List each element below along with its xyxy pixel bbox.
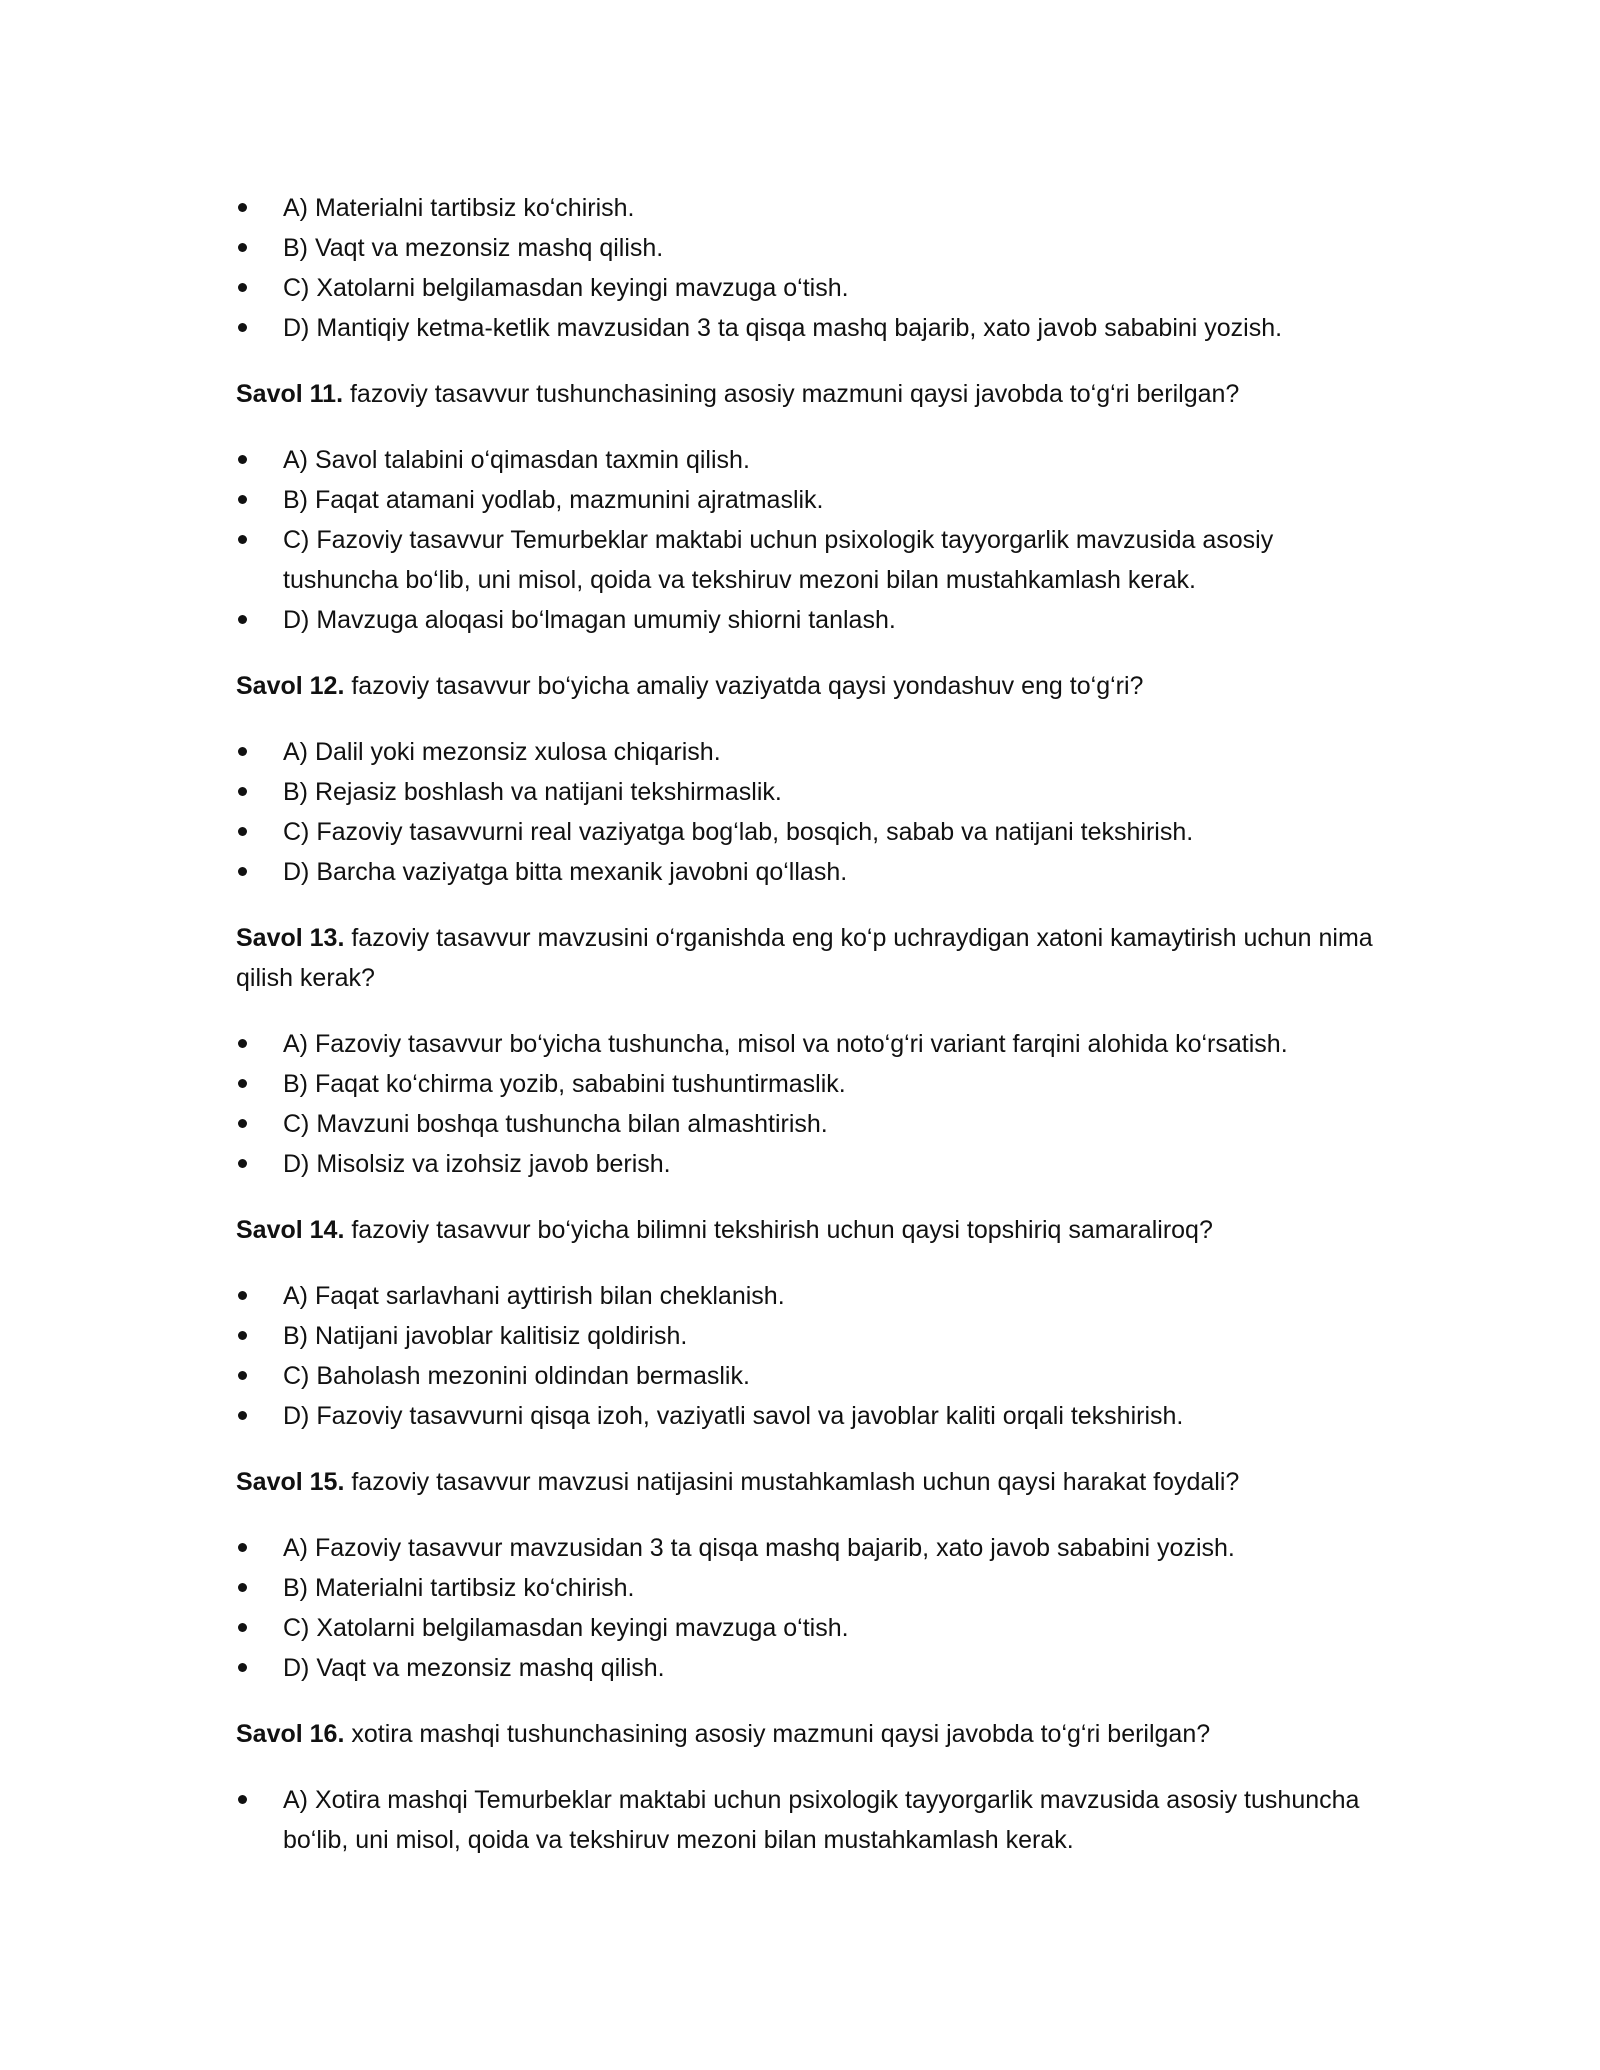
bullet-icon: [236, 1276, 256, 1316]
question-number: Savol 14.: [236, 1216, 345, 1244]
answer-options-list: [236, 188, 1376, 348]
answer-option-text: B) Faqat ko‘chirma yozib, sababini tushuntirmaslik.: [283, 1070, 846, 1098]
answer-option: [236, 480, 1376, 520]
answer-option: [236, 1104, 1376, 1144]
bullet-icon: [236, 1528, 256, 1568]
answer-option: [236, 1648, 1376, 1688]
answer-option-text: A) Savol talabini o‘qimasdan taxmin qilish.: [283, 446, 750, 474]
answer-option: [236, 1064, 1376, 1104]
question-number: Savol 15.: [236, 1468, 345, 1496]
answer-option-text: D) Fazoviy tasavvurni qisqa izoh, vaziyatli savol va javoblar kaliti orqali tekshirish.: [283, 1402, 1184, 1430]
bullet-icon: [236, 1024, 256, 1064]
answer-option: [236, 1316, 1376, 1356]
answer-option-text: B) Materialni tartibsiz ko‘chirish.: [283, 1574, 635, 1602]
question-text: [236, 1210, 1376, 1250]
answer-option: [236, 520, 1376, 600]
answer-option: [236, 1396, 1376, 1436]
answer-option: [236, 1276, 1376, 1316]
bullet-icon: [236, 1104, 256, 1144]
answer-option-text: C) Xatolarni belgilamasdan keyingi mavzuga o‘tish.: [283, 274, 849, 302]
question-number: Savol 11.: [236, 380, 344, 408]
bullet-icon: [236, 440, 256, 480]
question-body: fazoviy tasavvur mavzusini o‘rganishda eng ko‘p uchraydigan xatoni kamaytirish uchun nima qilish kerak?: [236, 924, 1373, 992]
answer-option-text: D) Mantiqiy ketma-ketlik mavzusidan 3 ta qisqa mashq bajarib, xato javob sababini yozish.: [283, 314, 1283, 342]
answer-options-list: [236, 732, 1376, 892]
answer-option: [236, 188, 1376, 228]
question-text: [236, 1714, 1376, 1754]
answer-option-text: C) Fazoviy tasavvur Temurbeklar maktabi uchun psixologik tayyorgarlik mavzusida asosiy tushuncha bo‘lib, uni misol, qoida va tekshiruv mezoni bilan mustahkamlash kerak.: [283, 526, 1274, 594]
bullet-icon: [236, 480, 256, 520]
bullet-icon: [236, 600, 256, 640]
answer-option: [236, 600, 1376, 640]
answer-option-text: A) Fazoviy tasavvur bo‘yicha tushuncha, misol va noto‘g‘ri variant farqini alohida ko‘rsatish.: [283, 1030, 1288, 1058]
answer-option-text: B) Vaqt va mezonsiz mashq qilish.: [283, 234, 664, 262]
answer-option-text: C) Mavzuni boshqa tushuncha bilan almashtirish.: [283, 1110, 828, 1138]
question-body: fazoviy tasavvur bo‘yicha amaliy vaziyatda qaysi yondashuv eng to‘g‘ri?: [344, 672, 1144, 700]
answer-options-list: [236, 1780, 1376, 1860]
bullet-icon: [236, 1316, 256, 1356]
answer-option-text: B) Natijani javoblar kalitisiz qoldirish.: [283, 1322, 688, 1350]
bullet-icon: [236, 1648, 256, 1688]
question-number: Savol 12.: [236, 672, 345, 700]
document-content: [236, 188, 1376, 1886]
bullet-icon: [236, 268, 256, 308]
answer-option-text: D) Mavzuga aloqasi bo‘lmagan umumiy shiorni tanlash.: [283, 606, 896, 634]
answer-options-list: [236, 1024, 1376, 1184]
answer-options-list: [236, 1528, 1376, 1688]
answer-option: [236, 1144, 1376, 1184]
bullet-icon: [236, 1780, 256, 1820]
answer-option: [236, 308, 1376, 348]
answer-options-list: [236, 440, 1376, 640]
question-text: [236, 374, 1376, 414]
answer-option-text: D) Misolsiz va izohsiz javob berish.: [283, 1150, 671, 1178]
question-number: Savol 16.: [236, 1720, 345, 1748]
answer-option-text: A) Materialni tartibsiz ko‘chirish.: [283, 194, 635, 222]
answer-option: [236, 1356, 1376, 1396]
answer-option: [236, 852, 1376, 892]
answer-option: [236, 1780, 1376, 1860]
bullet-icon: [236, 1608, 256, 1648]
answer-option-text: A) Fazoviy tasavvur mavzusidan 3 ta qisqa mashq bajarib, xato javob sababini yozish.: [283, 1534, 1235, 1562]
question-body: fazoviy tasavvur mavzusi natijasini mustahkamlash uchun qaysi harakat foydali?: [344, 1468, 1240, 1496]
question-body: fazoviy tasavvur bo‘yicha bilimni tekshirish uchun qaysi topshiriq samaraliroq?: [344, 1216, 1213, 1244]
answer-option-text: B) Rejasiz boshlash va natijani tekshirmaslik.: [283, 778, 782, 806]
question-number: Savol 13.: [236, 924, 345, 952]
bullet-icon: [236, 1568, 256, 1608]
answer-option: [236, 732, 1376, 772]
answer-option-text: C) Xatolarni belgilamasdan keyingi mavzuga o‘tish.: [283, 1614, 849, 1642]
answer-option-text: A) Dalil yoki mezonsiz xulosa chiqarish.: [283, 738, 721, 766]
bullet-icon: [236, 1356, 256, 1396]
answer-option-text: D) Barcha vaziyatga bitta mexanik javobni qo‘llash.: [283, 858, 848, 886]
bullet-icon: [236, 308, 256, 348]
answer-option-text: A) Faqat sarlavhani ayttirish bilan cheklanish.: [283, 1282, 785, 1310]
answer-option: [236, 268, 1376, 308]
bullet-icon: [236, 1396, 256, 1436]
bullet-icon: [236, 772, 256, 812]
question-text: [236, 666, 1376, 706]
answer-option: [236, 1024, 1376, 1064]
answer-option: [236, 772, 1376, 812]
bullet-icon: [236, 732, 256, 772]
question-text: [236, 1462, 1376, 1502]
bullet-icon: [236, 228, 256, 268]
bullet-icon: [236, 1144, 256, 1184]
answer-option: [236, 228, 1376, 268]
answer-option: [236, 440, 1376, 480]
bullet-icon: [236, 852, 256, 892]
answer-option-text: C) Fazoviy tasavvurni real vaziyatga bog‘lab, bosqich, sabab va natijani tekshirish.: [283, 818, 1194, 846]
bullet-icon: [236, 188, 256, 228]
bullet-icon: [236, 812, 256, 852]
answer-option-text: B) Faqat atamani yodlab, mazmunini ajratmaslik.: [283, 486, 824, 514]
bullet-icon: [236, 1064, 256, 1104]
answer-option: [236, 1568, 1376, 1608]
question-body: fazoviy tasavvur tushunchasining asosiy mazmuni qaysi javobda to‘g‘ri berilgan?: [343, 380, 1240, 408]
bullet-icon: [236, 520, 256, 560]
answer-option-text: D) Vaqt va mezonsiz mashq qilish.: [283, 1654, 665, 1682]
question-text: [236, 918, 1376, 998]
answer-option-text: A) Xotira mashqi Temurbeklar maktabi uchun psixologik tayyorgarlik mavzusida asosiy tushuncha bo‘lib, uni misol, qoida va tekshiruv mezoni bilan mustahkamlash kerak.: [283, 1786, 1360, 1854]
answer-option: [236, 1608, 1376, 1648]
answer-options-list: [236, 1276, 1376, 1436]
question-body: xotira mashqi tushunchasining asosiy mazmuni qaysi javobda to‘g‘ri berilgan?: [344, 1720, 1211, 1748]
answer-option: [236, 1528, 1376, 1568]
answer-option-text: C) Baholash mezonini oldindan bermaslik.: [283, 1362, 750, 1390]
answer-option: [236, 812, 1376, 852]
